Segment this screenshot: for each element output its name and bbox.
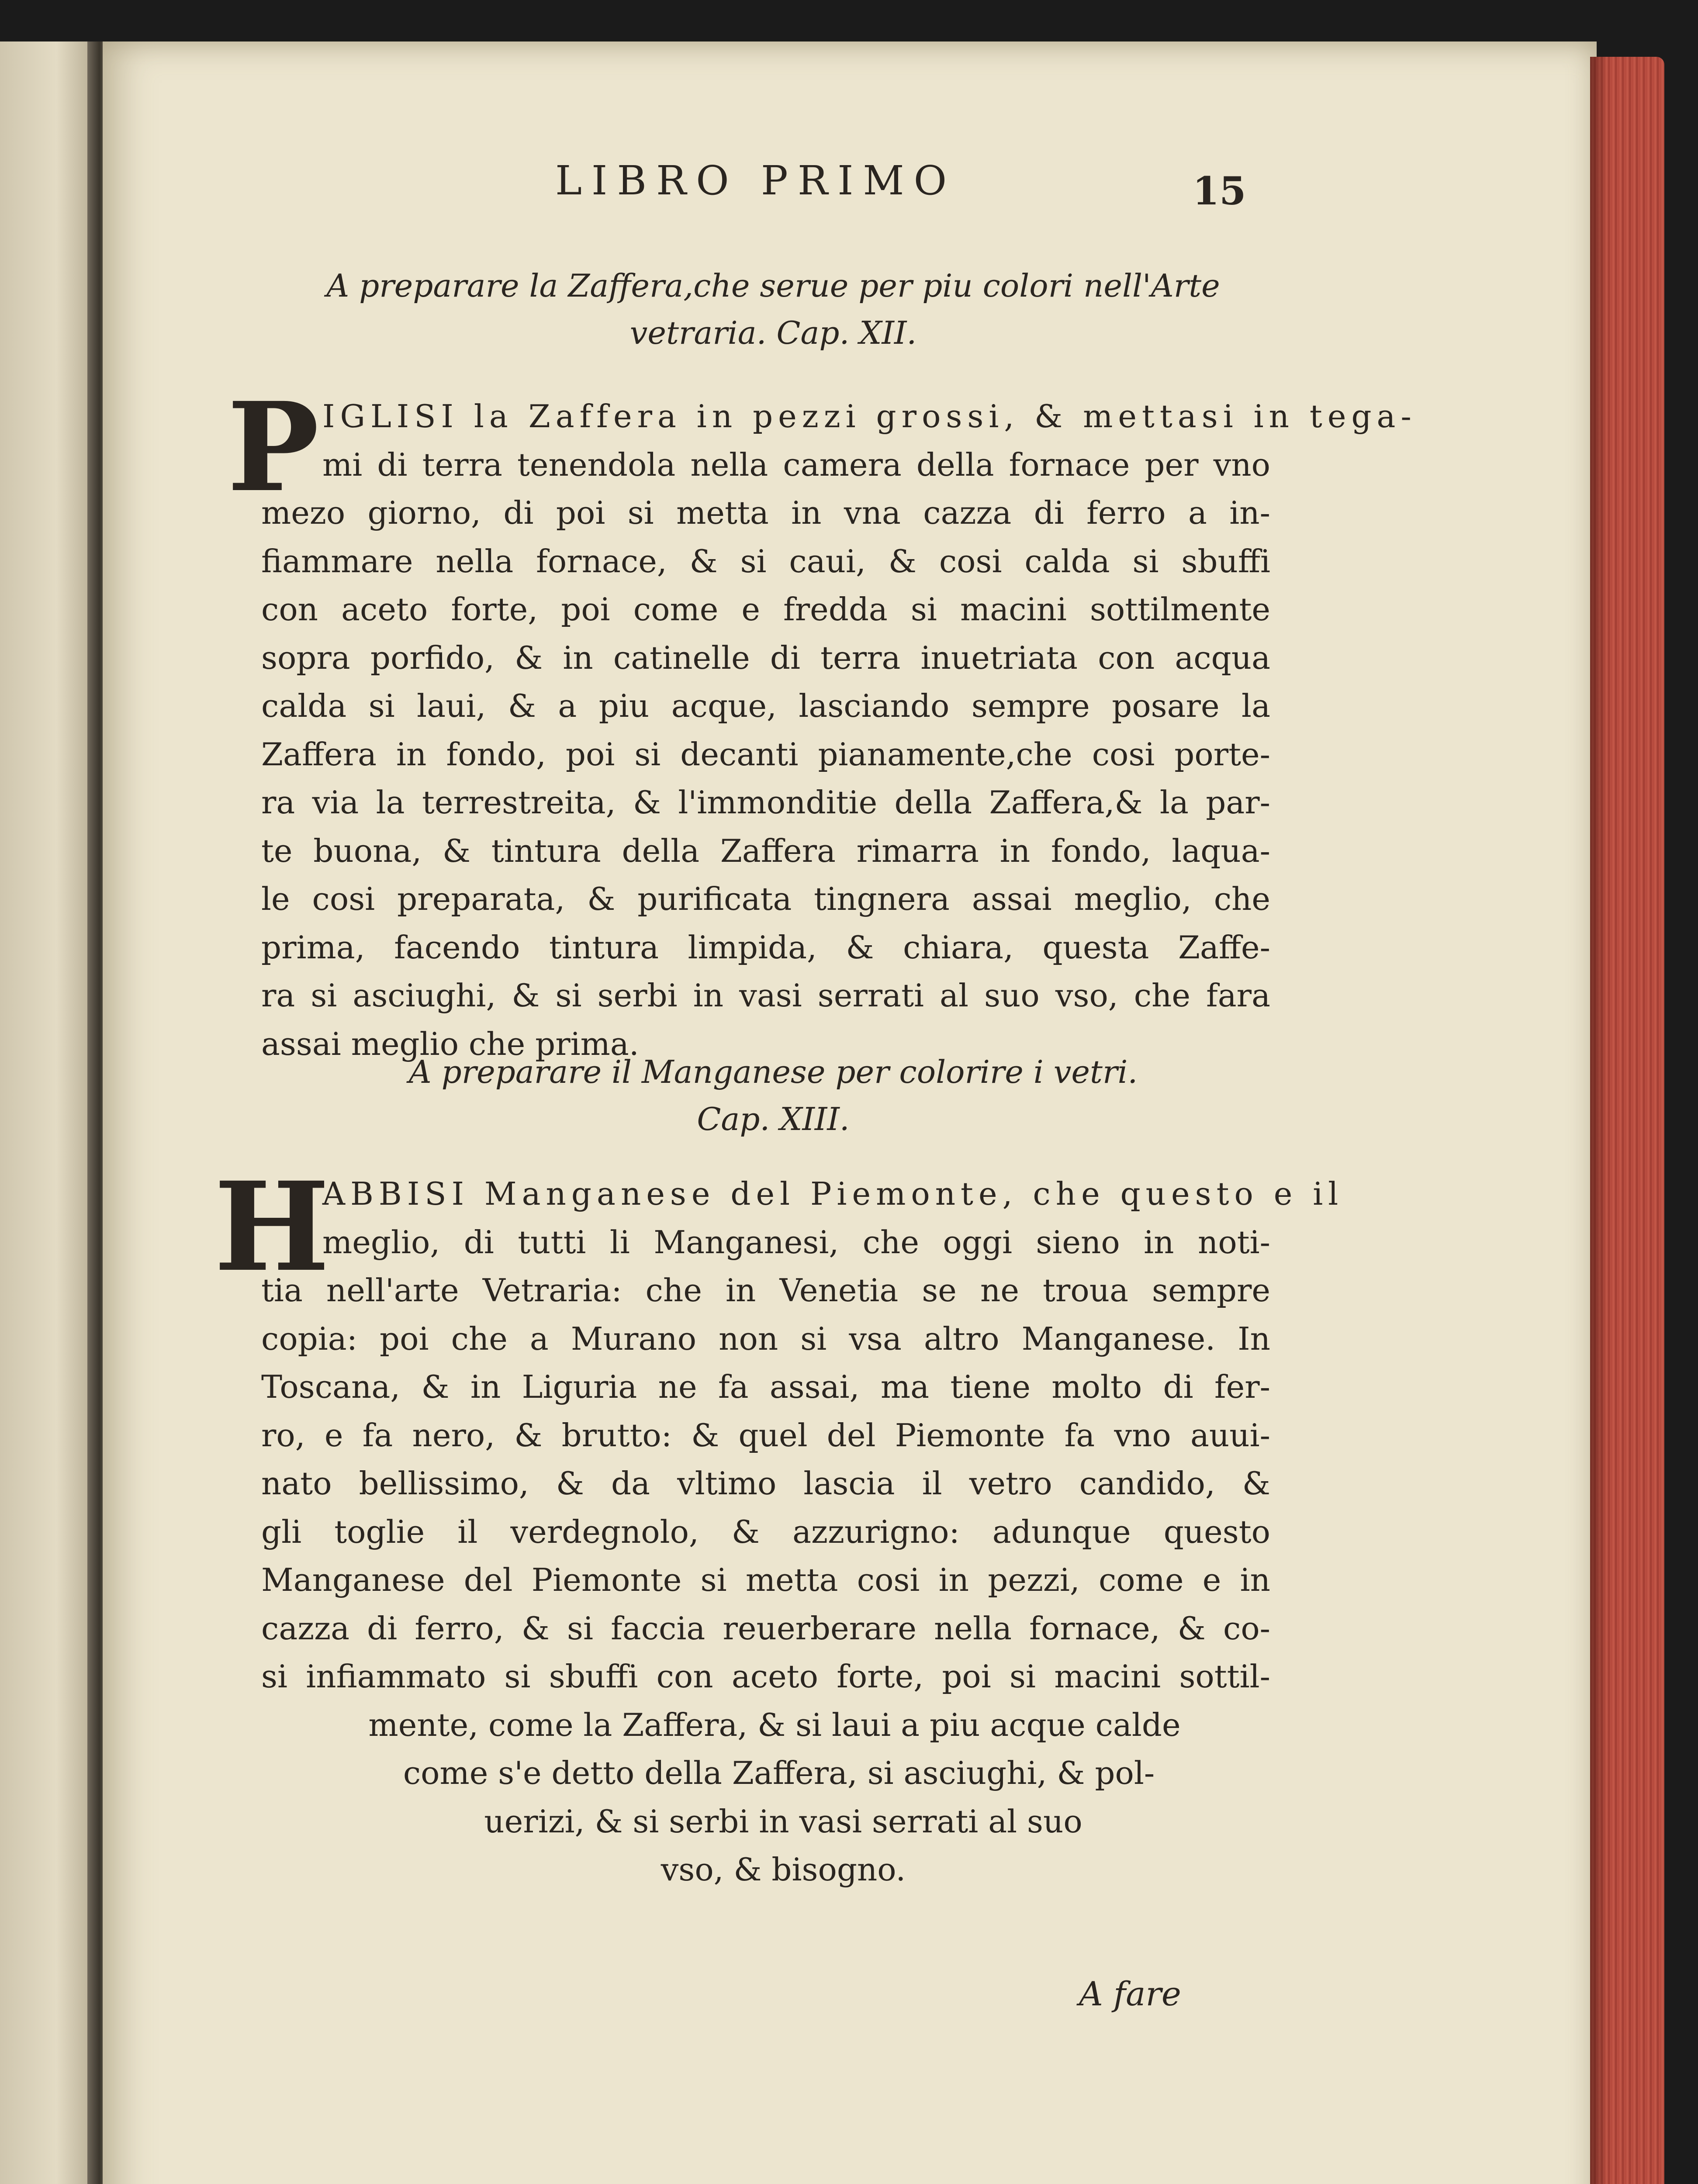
text-line: fiammare nella fornace, & si caui, & cosi calda si sbuffi (261, 543, 1270, 580)
text-line: mente, come la Zaffera, & si laui a piu acque calde (368, 1706, 1181, 1743)
page-number: 15 (1193, 168, 1246, 214)
text-line: ra via la terrestreita, & l'immonditie della Zaffera,& la par- (261, 784, 1270, 821)
text-line: te buona, & tintura della Zaffera rimarra in fondo, laqua- (261, 832, 1270, 869)
text-line: Zaffera in fondo, poi si decanti pianamente,che cosi porte- (261, 736, 1270, 773)
text-line: ra si asciughi, & si serbi in vasi serrati al suo vso, che fara (261, 977, 1270, 1014)
text-line: le cosi preparata, & purificata tingnera assai meglio, che (261, 881, 1270, 917)
chapter-13-paragraph (261, 1170, 1344, 1894)
heading-line: A preparare la Zaffera,che serue per piu colori nell'Arte (326, 267, 1220, 304)
drop-cap-h: H (214, 1155, 330, 1299)
text-line: Toscana, & in Liguria ne fa assai, ma tiene molto di fer- (261, 1368, 1270, 1405)
page-edges-shadow (1590, 57, 1608, 2184)
text-line: mezo giorno, di poi si metta in vna cazza di ferro a in- (261, 494, 1270, 531)
text-line: assai meglio che prima. (261, 1025, 639, 1062)
text-line: meglio, di tutti li Manganesi, che oggi sieno in noti- (322, 1223, 1270, 1261)
running-head: LIBRO PRIMO (555, 157, 957, 204)
text-line: tia nell'arte Vetraria: che in Venetia se ne troua sempre (261, 1272, 1270, 1309)
text-line: vso, & bisogno. (661, 1851, 906, 1888)
heading-line: Cap. XIII. (697, 1101, 850, 1137)
heading-line: vetraria. Cap. XII. (629, 314, 917, 351)
text-line: Manganese del Piemonte si metta cosi in pezzi, come e in (261, 1562, 1270, 1598)
chapter-12-heading (245, 262, 1302, 356)
text-line: ro, e fa nero, & brutto: & quel del Piemonte fa vno auui- (261, 1417, 1270, 1454)
text-line: IGLISI la Zaffera in pezzi grossi, & mettasi in tega- (322, 398, 1417, 435)
text-line: mi di terra tenendola nella camera della fornace per vno (322, 446, 1270, 483)
drop-cap-p: P (227, 376, 319, 519)
text-line: sopra porfido, & in catinelle di terra inuetriata con acqua (261, 639, 1270, 676)
text-line: nato bellissimo, & da vltimo lascia il vetro candido, & (261, 1465, 1270, 1502)
left-facing-page-edge (0, 41, 94, 2184)
text-line: ABBISI Manganese del Piemonte, che questo e il (322, 1175, 1344, 1212)
heading-line: A preparare il Manganese per colorire i vetri. (408, 1054, 1138, 1090)
text-line: copia: poi che a Murano non si vsa altro Manganese. In (261, 1320, 1270, 1357)
text-line: calda si laui, & a piu acque, lasciando sempre posare la (261, 688, 1270, 724)
chapter-12-paragraph (261, 392, 1417, 1068)
text-line: si infiammato si sbuffi con aceto forte, poi si macini sottil- (261, 1658, 1270, 1695)
text-line: gli toglie il verdegnolo, & azzurigno: adunque questo (261, 1513, 1270, 1550)
text-line: prima, facendo tintura limpida, & chiara, questa Zaffe- (261, 929, 1270, 966)
text-line: con aceto forte, poi come e fredda si macini sottilmente (261, 591, 1270, 628)
text-line: come s'e detto della Zaffera, si asciughi, & pol- (403, 1755, 1155, 1791)
text-line: uerizi, & si serbi in vasi serrati al suo (484, 1803, 1082, 1840)
catchword: A fare (1079, 1974, 1181, 2013)
text-line: cazza di ferro, & si faccia reuerberare nella fornace, & co- (261, 1610, 1270, 1647)
chapter-13-heading (245, 1048, 1302, 1143)
